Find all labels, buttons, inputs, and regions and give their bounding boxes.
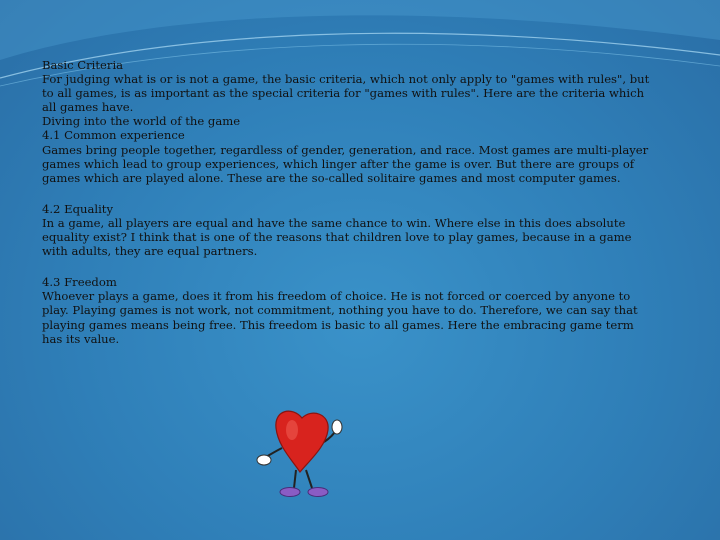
slide-subtitle: Diving into the world of the game	[42, 114, 241, 129]
slide-title: Basic Criteria	[42, 58, 124, 72]
section-heading-freedom: 4.3 Freedom	[42, 275, 117, 290]
section-body-common-experience: Games bring people together, regardless of gender, generation, and race. Most games are multi-player games which lead to group experiences, which linger after the game is over. But there are groups of games which are played alone. These are the so-called solitaire games and most computer games.	[42, 142, 649, 185]
section-body-freedom: Whoever plays a game, does it from his freedom of choice. He is not forced or coerced by anyone to play. Playing games is not work, not commitment, nothing you have to do. Therefore, we can say that playing games means being free. This freedom is basic to all games. Here the embracing game term has its value.	[42, 289, 638, 346]
section-body-equality: In a game, all players are equal and have the same chance to win. Where else in this does absolute equality exist? I think that is one of the reasons that children love to play games, because in a game with adults, they are equal partners.	[42, 215, 632, 259]
section-heading-equality: 4.2 Equality	[42, 201, 114, 216]
section-heading-common-experience: 4.1 Common experience	[42, 128, 185, 143]
slide-content	[42, 58, 654, 346]
heart-mascot-icon	[252, 408, 352, 504]
intro-paragraph: For judging what is or is not a game, the basic criteria, which not only apply to "games with rules", but to all games, is as important as the special criteria for "games with rules". Here are the criteria which all games have.	[42, 72, 650, 115]
